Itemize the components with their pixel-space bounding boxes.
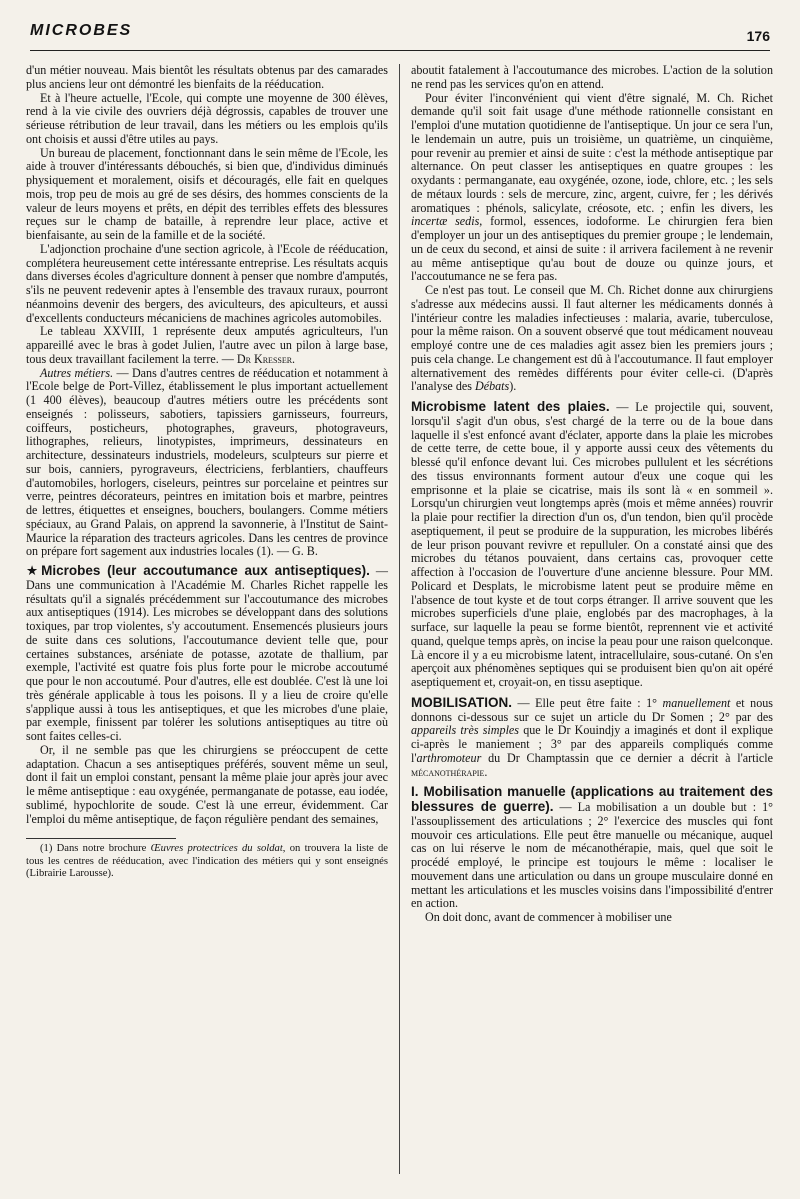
italic-term: incertæ sedis [411, 214, 480, 229]
page-number: 176 [746, 28, 770, 44]
paragraph: L'adjonction prochaine d'une section agricole, à l'Ecole de rééducation, complétera heureusement cette intéressante entreprise. Les résultats acquis dans diverses écoles d'agriculture donnent à penser que nombre d'amputés, s'ils ne peuvent redevenir aptes à l'ensemble des travaux ruraux, pourront néanmoins devenir des bergers, des aviculteurs, des apiculteurs, et aussi d'excellents conducteurs mécaniciens de machines agricoles automobiles. [26, 241, 388, 325]
section-entry [411, 696, 773, 780]
paragraph-text: — Elle peut être faite : 1° [512, 695, 663, 710]
section-entry [411, 785, 773, 911]
paragraph-text: Le tableau XXVIII, 1 représente deux amputés agriculteurs, l'un appareillé avec le bras à godet Julien, l'autre avec un pilon à large base, tous deux travaillant facilement la terre. — [26, 324, 388, 366]
paragraph: d'un métier nouveau. Mais bientôt les résultats obtenus par des camarades plus anciens leur ont démontré les bienfaits de la rééducation. [26, 63, 388, 91]
paragraph: Un bureau de placement, fonctionnant dans le sein même de l'Ecole, les aide à trouver d'intéressants débouchés, si bien que, d'individus diminués physiquement et moralement, oisifs et découragés, elle fait en quelques mois, trop peu de mois au gré de ses désirs, des hommes conscients de la valeur de leurs moyens et prêts, en dépit des terribles effets des blessures reçues sur le champ de bataille, à reprendre leur place, active et bienfaisante, au sein de la famille et de la société. [26, 145, 388, 242]
cross-reference: mécanothérapie. [411, 764, 488, 779]
column-divider [399, 64, 400, 1174]
paragraph-text: ). [509, 379, 517, 394]
paragraph [26, 367, 388, 560]
paragraph [26, 325, 388, 366]
paragraph [411, 284, 773, 394]
section-heading: Microbisme latent des plaies. [411, 399, 610, 414]
italic-term: manuellement [662, 695, 731, 710]
section-heading: I. Mobilisation manuelle (applications au traitement des blessures de guerre). [411, 784, 773, 814]
section-entry [411, 400, 773, 690]
paragraph: aboutit fatalement à l'accoutumance des microbes. L'action de la solution ne rend pas les services qu'on en attend. [411, 63, 773, 91]
paragraph-text: , formol, essences, iodoforme. Le chirurgien fera bien d'employer un jour un des antiseptiques du premier groupe ; le lendemain, un de ceux du second, et ainsi de suite : il arrivera facilement à ne revenir au même antiseptique qu'au bout de douze ou quinze jours, et l'accoutumance ne se fera pas. [411, 214, 773, 284]
paragraph-text: du Dr Champtassin que ce dernier a décrit à l'article [481, 750, 773, 765]
italic-term: Autres métiers. [40, 365, 114, 380]
running-title: MICROBES [30, 22, 133, 39]
author-signature: Dr Kresser. [236, 351, 296, 366]
paragraph [411, 92, 773, 285]
italic-term: arthromoteur [416, 750, 482, 765]
paragraph-text: Ce n'est pas tout. Le conseil que M. Ch. Richet donne aux chirurgiens s'adresse aux médecins aussi. Il faut alterner les médicaments donnés à l'intérieur contre les maladies infectieuses : malaria, avarie, tuberculose, pour la même raison. On a souvent observé que tout médicament nouveau employé contre une de ces maladies agit assez bien les premiers jours ; puis cela change. Le changement est dû à l'accoutumance. Il faut employer alternativement des remèdes différents pour éviter celle-ci. (D'après l'analyse des [411, 283, 773, 394]
paragraph-text: — La mobilisation a un double but : 1° l'assouplissement des articulations ; 2° l'exercice des muscles qui font mouvoir ces articulations. Elle peut être manuelle ou mécanique, auquel cas on lui réserve le nom de mécanothérapie, mais, quel que soit le procédé employé, le principe est toujours le même : localiser le mouvement dans une articulation ou dans un groupe musculaire donné en mettant les articulations et les muscles voisins dans l'impossibilité d'entrer en action. [411, 800, 773, 911]
paragraph: Et à l'heure actuelle, l'Ecole, qui compte une moyenne de 300 élèves, rend à la vie civile des ouvriers déjà dégrossis, capables de trouver une sérieuse rétribution de leur travail, dans les métiers ou les emplois qu'ils ont choisis et aussi d'être utiles au pays. [26, 90, 388, 146]
italic-term: appareils très simples [411, 723, 520, 738]
left-column [26, 64, 388, 881]
section-entry [26, 564, 388, 744]
italic-term: Œuvres protectrices du soldat [150, 843, 283, 855]
right-column [411, 64, 773, 925]
paragraph: Or, il ne semble pas que les chirurgiens se préoccupent de cette adaptation. Chacun a ses antiseptiques préférés, souvent même un seul, dont il fait un emploi constant, pensant la même plaie jour après jour avec le même antiseptique : eau oxygénée, permanganate de potasse, eau iodée, sublimé, hypochlorite de soude. C'est là une erreur, évidemment. Car l'emploi du même antiseptique, de façon régulière pendant des semaines, [26, 742, 388, 826]
section-heading: ★Microbes (leur accoutumance aux antiseptiques). [26, 563, 370, 578]
paragraph-text: — Dans une communication à l'Académie M. Charles Richet rappelle les résultats qu'il a signalés précédemment sur l'accoutumance des microbes aux antiseptiques (1914). Les microbes se développant dans des solutions toxiques, par trop violentes, s'y accoutument. Ensemencés plusieurs jours de suite dans ces solutions, l'accoutumance devient telle que, pour certaines substances, arséniate de potasse, azotate de thallium, par exemple, l'activité est quatre fois plus forte pour le microbe accoutumé que pour le non accoutumé. Pour d'autres, elle est doublée. C'est là une loi très générale applicable à tous les poisons. Il y a lieu de croire qu'elle s'applique aussi à tous les antiseptiques, et que les microbes d'une plaie, par exemple, finissent par tolérer les solutions antiseptiques au titre où sont faites celles-ci. [26, 564, 388, 743]
footnote [26, 843, 388, 881]
paragraph-text: que le Dr Kouindjy a imaginés et dont il explique ci-après le maniement ; 3° par des appareils compliqués comme l' [411, 723, 773, 765]
paragraph-text: Pour éviter l'inconvénient qui vient d'être signalé, M. Ch. Richet demande qu'il soit fait usage d'une méthode rationnelle consistant en l'emploi d'une mutation quotidienne de l'antiseptique. Un jour ce sera l'un, le lendemain un autre, puis un troisième, un quatrième, un cinquième, pour revenir au premier et ainsi de suite : c'est la méthode antiseptique par alternance. On peut classer les antiseptiques en quatre groupes : les oxydants : permanganate, eau oxygénée, ozone, iode, chlore, etc. ; les sels de métaux lourds : sels de mercure, zinc, argent, cuivre, fer ; les dérivés aromatiques : phénols, salicylate, créosote, etc. ; enfin les divers, les [411, 90, 773, 215]
paragraph-text: et nous donnons ci-dessous sur ce sujet un article du Dr Somen ; 2° par des [411, 695, 773, 724]
paragraph-text: — Le projectile qui, souvent, lorsqu'il s'agit d'un obus, s'est chargé de la terre ou de la boue dans laquelle il s'est enfoncé avant d'éclater, apporte dans la plaie les microbes de cette terre, de cette boue, il y apporte aussi ceux des vêtements du blessé qu'il enfonce devant lui. Ces microbes pullulent et les sécrétions des tissus environnants forment autour d'eux une coque qui les emprisonne et la plaie se cicatrise, mais ils sont là « en sommeil ». Lorsqu'un chirurgien veut longtemps après (mois et même années) rouvrir la plaie pour rectifier la direction d'un os, d'un tendon, bien qu'il procède aseptiquement, il peut se produire de la suppuration, les microbes libérés de leur prison pouvant revivre et repulluler. On a constaté ainsi que des microbes du tétanos pouvaient, dans certains cas, provoquer cette affection à l'occasion de l'ouverture d'une ancienne blessure. Pour MM. Policard et Desplats, le microbisme latent peut se produire même en l'absence de tout kyste et de tout corps étranger. Il arrive souvent que les microbes superficiels d'une plaie, englobés par des macrophages, à la surface, sur laquelle la peau se forme bientôt, reprennent vie et activité quand, quelque temps après, on incise la peau pour une raison quelconque. Là encore il y a eu microbisme latent, intracellulaire, sous-cutané. On s'en aperçoit aux phénomènes septiques qui se produisent bien qu'on ait opéré aseptiquement et, croyait-on, en tissu aseptique. [411, 400, 773, 689]
running-header [30, 18, 770, 52]
paragraph-text: — Dans d'autres centres de rééducation et notamment à l'Ecole belge de Port-Villez, établissement le plus important actuellement (1 400 élèves), beaucoup d'autres métiers outre les précédents sont enseignés : polisseurs, sabotiers, tapissiers garnisseurs, fourreurs, coiffeurs, posticheurs, photographes, graveurs, photograveurs, lithographes, relieurs, linotypistes, imprimeurs, dessinateurs en architecture, dessinateurs industriels, modeleurs, sculpteurs sur pierre et sur bois, canniers, pyrograveurs, électriciens, ferblantiers, chauffeurs d'automobiles, horlogers, ciseleurs, peintres sur porcelaine et peintres sur verre, peintres décorateurs, peintres en imitation bois et marbre, peintres de lettres, étiquettes et enseignes, bouchers, boulangers. Comme métiers spéciaux, au Grand Palais, on apprend la savonnerie, à l'Institut de Saint-Maurice la réparation des tracteurs agricoles. Dans les centres de province on prépare fort sagement aux industries locales (1). — G. B. [26, 365, 388, 559]
italic-term: Débats [474, 379, 510, 394]
paragraph: On doit donc, avant de commencer à mobiliser une [425, 910, 672, 924]
footnote-rule [26, 838, 176, 839]
section-heading: MOBILISATION. [411, 694, 512, 710]
footnote-text: (1) Dans notre brochure [40, 843, 151, 855]
footnote-text: , on trouvera la liste de tous les centres de rééducation, avec l'indication des métiers qui y sont enseignés (Librairie Larousse). [26, 843, 388, 880]
header-rule [30, 50, 770, 51]
